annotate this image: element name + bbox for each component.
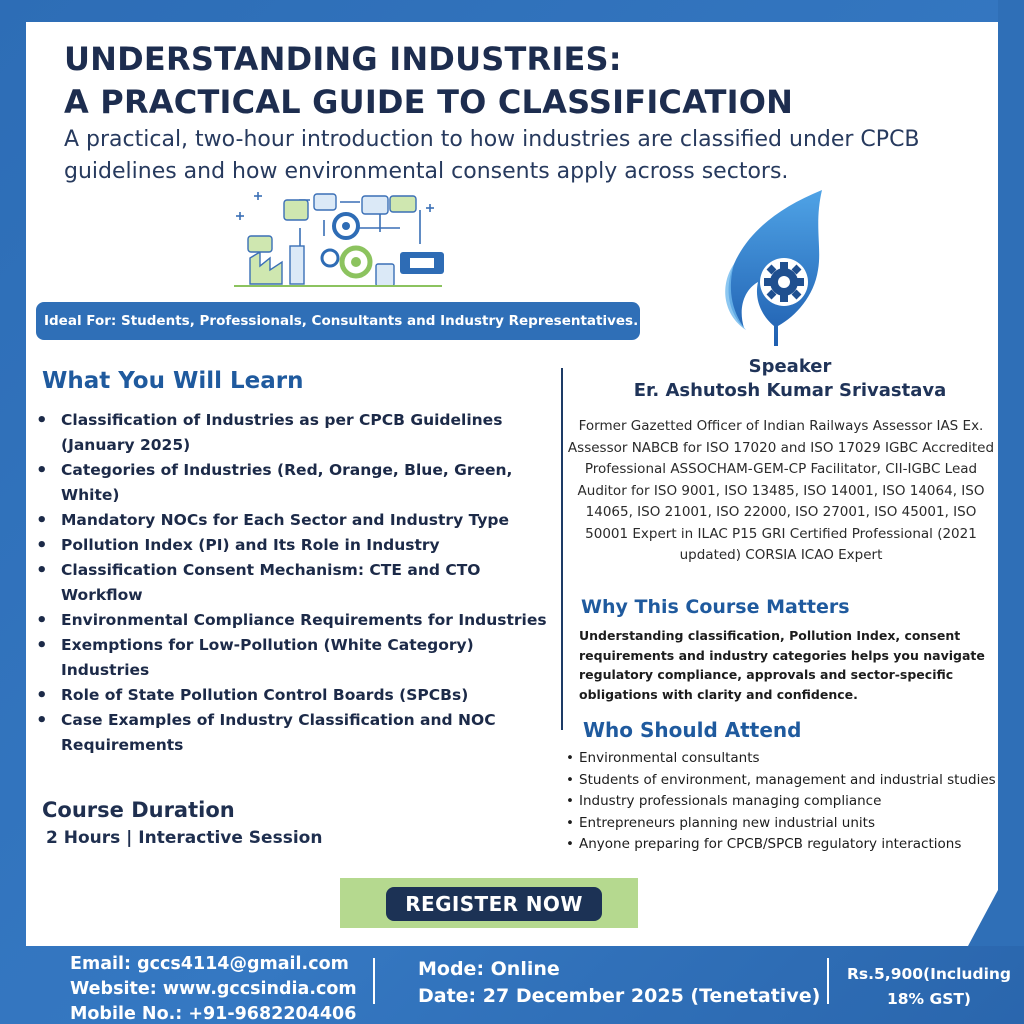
page-title: [64, 38, 793, 124]
duration-text: 2 Hours | Interactive Session: [46, 828, 323, 848]
column-divider: [561, 368, 563, 730]
footer-contact: [70, 952, 357, 1024]
register-button[interactable]: REGISTER NOW: [386, 887, 602, 921]
who-item: • Environmental consultants: [566, 748, 1016, 770]
learn-item: • Exemptions for Low-Pollution (White Category) Industries: [36, 633, 556, 683]
learn-item: • Classification of Industries as per CPCB Guidelines (January 2025): [36, 408, 556, 458]
flame-gear-icon: [718, 188, 828, 348]
who-heading: Who Should Attend: [583, 718, 802, 742]
learn-item: • Pollution Index (PI) and Its Role in Industry: [36, 533, 556, 558]
footer-website[interactable]: Website: www.gccsindia.com: [70, 979, 357, 999]
who-item: • Entrepreneurs planning new industrial units: [566, 813, 1016, 835]
learn-heading: What You Will Learn: [42, 368, 304, 394]
footer-price: [836, 962, 1022, 1012]
learn-item: • Classification Consent Mechanism: CTE and CTO Workflow: [36, 558, 556, 608]
why-heading: Why This Course Matters: [581, 596, 850, 618]
learn-item: • Role of State Pollution Control Boards (SPCBs): [36, 683, 556, 708]
duration-heading: Course Duration: [42, 798, 235, 822]
learn-item: • Environmental Compliance Requirements for Industries: [36, 608, 556, 633]
footer-date: Date: 27 December 2025 (Tenetative): [418, 985, 821, 1007]
price-line-1: Rs.5,900(Including: [846, 965, 1012, 983]
ideal-for-banner: Ideal For: Students, Professionals, Consultants and Industry Representatives.: [36, 302, 640, 340]
footer-email[interactable]: Email: gccs4114@gmail.com: [70, 954, 349, 974]
speaker-label: Speaker: [748, 356, 832, 377]
footer-mobile: Mobile No.: +91-9682204406: [70, 1004, 357, 1024]
footer-divider: [827, 958, 829, 1004]
industry-workflow-illustration: [230, 188, 450, 292]
footer-schedule: [418, 956, 820, 1010]
footer-mode: Mode: Online: [418, 958, 560, 980]
price-line-2: 18% GST): [886, 990, 972, 1008]
learn-item: • Categories of Industries (Red, Orange, Blue, Green, White): [36, 458, 556, 508]
who-item: • Industry professionals managing compliance: [566, 791, 1016, 813]
subtitle: A practical, two-hour introduction to how industries are classified under CPCB guidelines and how environmental consents apply across sectors.: [64, 127, 920, 184]
footer-divider: [373, 958, 375, 1004]
title-line-1: UNDERSTANDING INDUSTRIES:: [64, 40, 622, 78]
why-text: Understanding classification, Pollution Index, consent requirements and industry categories helps you navigate regulatory compliance, approvals and sector-specific obligations with clarity and confidence.: [579, 628, 985, 702]
corner-accent: [968, 890, 998, 946]
learn-list: [36, 408, 556, 758]
who-item: • Anyone preparing for CPCB/SPCB regulatory interactions: [566, 834, 1016, 856]
who-item: • Students of environment, management and industrial studies: [566, 770, 1016, 792]
who-list: [566, 748, 1016, 856]
learn-item: • Mandatory NOCs for Each Sector and Industry Type: [36, 508, 556, 533]
title-line-2: A PRACTICAL GUIDE TO CLASSIFICATION: [64, 83, 794, 121]
speaker-bio: Former Gazetted Officer of Indian Railways Assessor IAS Ex. Assessor NABCB for ISO 17020 and ISO 17029 IGBC Accredited Professional ASSOCHAM-GEM-CP Facilitator, CII-IGBC Lead Auditor for ISO 9001, ISO 13485, ISO 14001, ISO 14064, ISO 14065, ISO 21001, ISO 22000, ISO 27001, ISO 45001, ISO 50001 Expert in ILAC P15 GRI Certified Professional (2021 updated) CORSIA ICAO Expert: [567, 418, 995, 563]
speaker-name: Er. Ashutosh Kumar Srivastava: [633, 380, 947, 401]
learn-item: • Case Examples of Industry Classification and NOC Requirements: [36, 708, 556, 758]
